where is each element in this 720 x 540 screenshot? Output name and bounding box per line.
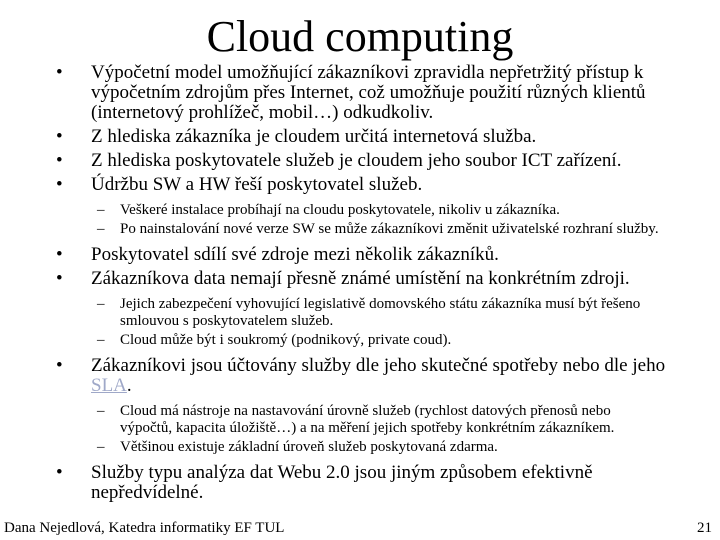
sub-bullet-marker: – [97,221,105,237]
bullet-text-prefix: Zákazníkovi jsou účtovány služby dle jeho skutečné spotřeby nebo dle jeho [91,355,666,376]
bullet-text [91,355,665,396]
bullet-text: Zákazníkova data nemají přesně známé umístění na konkrétním zdroji. [91,268,630,289]
bullet-text: Služby typu analýza dat Webu 2.0 jsou jiným způsobem efektivně nepředvídelné. [91,462,593,503]
bullet-item [56,63,666,123]
slide-title: Cloud computing [206,12,514,61]
sub-bullet-item [97,202,666,219]
sub-bullet-text: Veškeré instalace probíhají na cloudu poskytovatele, nikoliv u zákazníka. [120,202,560,218]
bullet-text: Poskytovatel sdílí své zdroje mezi několik zákazníků. [91,244,499,265]
bullet-text-suffix: . [126,375,132,396]
bullet-text: Výpočetní model umožňující zákazníkovi zpravidla nepřetržitý přístup k výpočetním zdrojům přes Internet, což umožňuje použití různých klientů (internetový prohlížeč, mobil…) odkudkoliv. [91,62,646,123]
bullet-marker: • [56,355,63,376]
bullet-text: Z hlediska poskytovatele služeb je cloudem jeho soubor ICT zařízení. [91,150,622,171]
bullet-marker: • [56,126,63,147]
sub-bullet-item [97,221,666,238]
bullet-item [56,245,666,265]
bullet-item [56,463,666,503]
sub-bullet-marker: – [97,439,105,455]
slide-content [56,63,666,507]
sub-bullet-marker: – [97,403,105,419]
bullet-marker: • [56,268,63,289]
bullet-marker: • [56,244,63,265]
sub-bullet-marker: – [97,202,105,218]
sub-bullet-item [97,296,666,330]
sub-bullet-item [97,439,666,456]
sub-bullet-text: Jejich zabezpečení vyhovující legislativě domovského státu zákazníka musí být řešeno smlouvou s poskytovatelem služeb. [120,296,641,329]
bullet-marker: • [56,174,63,195]
sub-bullet-text: Cloud může být i soukromý (podnikový, private coud). [120,332,452,348]
bullet-item [56,356,666,396]
bullet-marker: • [56,150,63,171]
footer-author: Dana Nejedlová, Katedra informatiky EF TUL [4,520,285,536]
bullet-text: Údržbu SW a HW řeší poskytovatel služeb. [91,174,423,195]
bullet-item [56,269,666,289]
sub-bullet-item [97,403,666,437]
bullet-marker: • [56,62,63,83]
sub-bullet-text: Po nainstalování nové verze SW se může zákazníkovi změnit uživatelské rozhraní služby. [120,221,659,237]
bullet-item [56,127,666,147]
page-number: 21 [697,520,712,536]
sla-link[interactable]: SLA [91,375,127,396]
bullet-item [56,175,666,195]
sub-bullet-text: Cloud má nástroje na nastavování úrovně služeb (rychlost datových přenosů nebo výpočtů, kapacita úložiště…) a na měření jejich spotřeby konkrétním zákazníkem. [120,403,615,436]
bullet-marker: • [56,462,63,483]
sub-bullet-marker: – [97,332,105,348]
bullet-item [56,151,666,171]
sub-bullet-marker: – [97,296,105,312]
sub-bullet-text: Většinou existuje základní úroveň služeb poskytovaná zdarma. [120,439,498,455]
bullet-text: Z hlediska zákazníka je cloudem určitá internetová služba. [91,126,537,147]
sub-bullet-item [97,332,666,349]
